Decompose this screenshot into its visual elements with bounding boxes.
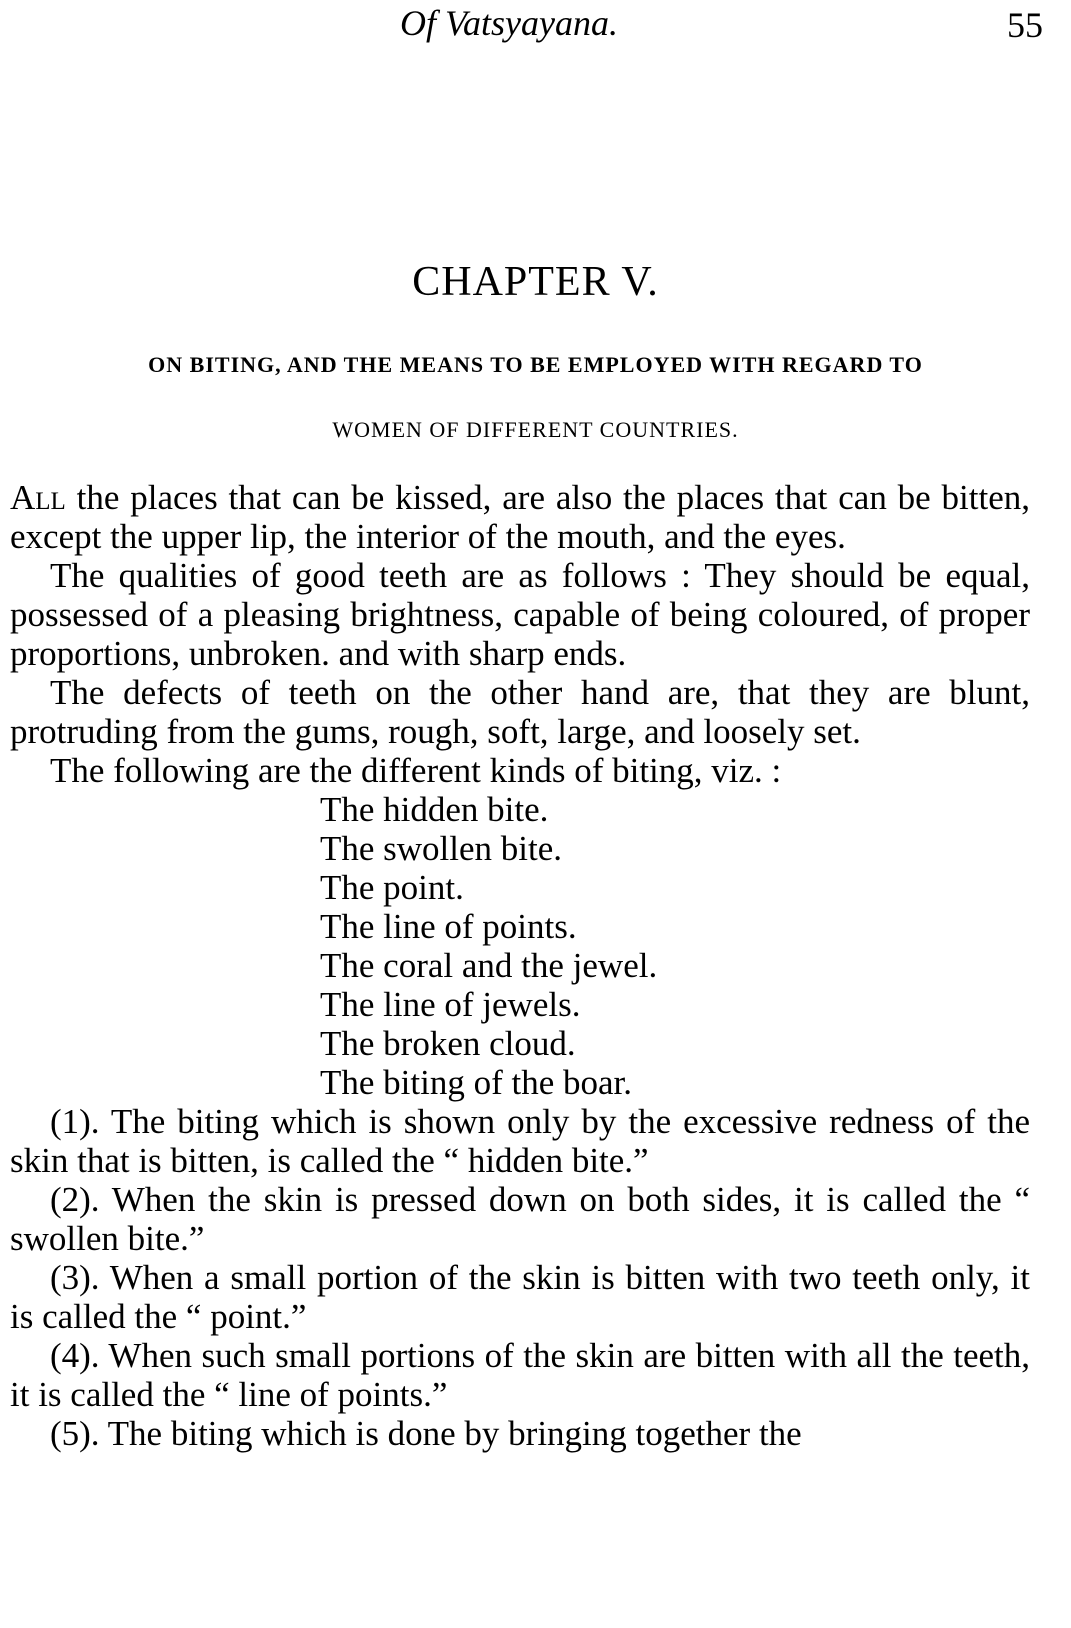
numbered-paragraph-4	[10, 1336, 1030, 1414]
paragraph-text: The biting which is done by bringing together the	[99, 1414, 802, 1453]
paragraph-text: When a small portion of the skin is bitten with two teeth only, it is called the “ point.”	[10, 1258, 1030, 1336]
list-item: The point.	[320, 868, 464, 907]
kinds-of-biting-list	[10, 790, 1030, 1102]
chapter-subtitle-line-1: ON BITING, AND THE MEANS TO BE EMPLOYED WITH REGARD TO	[148, 352, 923, 377]
paragraph-text: When such small portions of the skin are bitten with all the teeth, it is called the “ line of points.”	[10, 1336, 1030, 1414]
page-number: 55	[1007, 5, 1043, 45]
numbered-paragraph-5	[10, 1414, 1030, 1453]
chapter-heading: CHAPTER V.	[412, 259, 659, 305]
running-title: Of Vatsyayana.	[400, 3, 618, 43]
list-item: The hidden bite.	[320, 790, 549, 829]
body-text	[10, 478, 1030, 1453]
numbered-paragraph-1	[10, 1102, 1030, 1180]
paragraph-number: (4).	[50, 1336, 100, 1375]
paragraph-3: The defects of teeth on the other hand are, that they are blunt, protruding from the gums, rough, soft, large, and loosely set.	[10, 673, 1030, 751]
chapter-subtitle-line-2: WOMEN OF DIFFERENT COUNTRIES.	[332, 417, 739, 442]
paragraph-number: (5).	[50, 1414, 100, 1453]
list-item: The swollen bite.	[320, 829, 563, 868]
numbered-paragraph-3	[10, 1258, 1030, 1336]
list-item: The broken cloud.	[320, 1024, 576, 1063]
list-item: The biting of the boar.	[320, 1063, 633, 1102]
paragraph-2: The qualities of good teeth are as follows : They should be equal, possessed of a pleasing brightness, capable of being coloured, of proper proportions, unbroken. and with sharp ends.	[10, 556, 1030, 673]
list-item: The coral and the jewel.	[320, 946, 658, 985]
paragraph-number: (2).	[50, 1180, 100, 1219]
numbered-paragraph-2	[10, 1180, 1030, 1258]
paragraph-text: When the skin is pressed down on both sides, it is called the “ swollen bite.”	[10, 1180, 1030, 1258]
paragraph-1-text: the places that can be kissed, are also the places that can be bitten, except the upper lip, the interior of the mouth, and the eyes.	[10, 478, 1030, 556]
running-head	[0, 2, 1071, 45]
paragraph-1	[10, 478, 1030, 556]
paragraph-number: (1).	[50, 1102, 100, 1141]
paragraph-1-lead: All	[10, 478, 66, 517]
list-item: The line of jewels.	[320, 985, 581, 1024]
list-item: The line of points.	[320, 907, 577, 946]
paragraph-text: The biting which is shown only by the excessive redness of the skin that is bitten, is called the “ hidden bite.”	[10, 1102, 1030, 1180]
paragraph-4: The following are the different kinds of biting, viz. :	[50, 751, 782, 790]
paragraph-number: (3).	[50, 1258, 100, 1297]
